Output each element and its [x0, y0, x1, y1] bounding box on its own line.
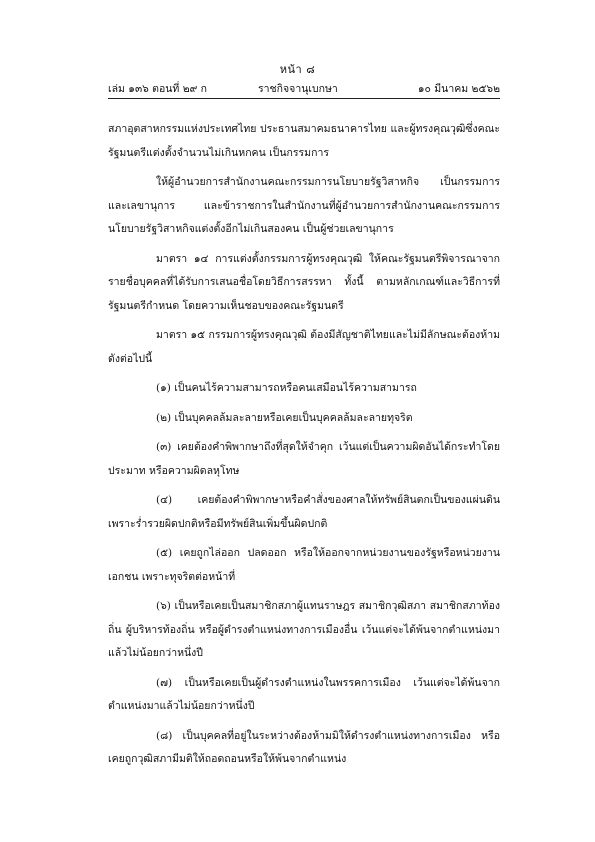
section-14: มาตรา ๑๔ การแต่งตั้งกรรมการผู้ทรงคุณวุฒิ ให้คณะรัฐมนตรีพิจารณาจากรายชื่อบุคคลที่ได้รับการเสนอชื่อโดยวิธีการสรรหา ทั้งนี้ ตามหลักเกณฑ์และวิธีการที่รัฐมนตรีกำหนด โดยความเห็นชอบของคณะรัฐมนตรี [108, 252, 500, 312]
clause-7: (๗) เป็นหรือเคยเป็นผู้ดำรงตำแหน่งในพรรคการเมือง เว้นแต่จะได้พ้นจากตำแหน่งมาแล้วไม่น้อยกว่าหนึ่งปี [108, 676, 500, 712]
header-divider [108, 98, 500, 99]
document-body [108, 118, 500, 778]
clause-6: (๖) เป็นหรือเคยเป็นสมาชิกสภาผู้แทนราษฎร สมาชิกวุฒิสภา สมาชิกสภาท้องถิ่น ผู้บริหารท้องถิ่น หรือผู้ดำรงตำแหน่งทางการเมืองอื่น เว้นแต่จะได้พ้นจากตำแหน่งมาแล้วไม่น้อยกว่าหนึ่งปี [108, 600, 500, 659]
clause-8: (๘) เป็นบุคคลที่อยู่ในระหว่างต้องห้ามมิให้ดำรงตำแหน่งทางการเมือง หรือเคยถูกวุฒิสภามีมติให้ถอดถอนหรือให้พ้นจากตำแหน่ง [108, 729, 500, 765]
clause-5: (๕) เคยถูกไล่ออก ปลดออก หรือให้ออกจากหน่วยงานของรัฐหรือหน่วยงานเอกชน เพราะทุจริตต่อหน้าที่ [108, 547, 500, 583]
section-15: มาตรา ๑๕ กรรมการผู้ทรงคุณวุฒิ ต้องมีสัญชาติไทยและไม่มีลักษณะต้องห้ามดังต่อไปนี้ [108, 329, 501, 365]
clause-1: (๑) เป็นคนไร้ความสามารถหรือคนเสมือนไร้ความสามารถ [156, 382, 417, 394]
clause-2: (๒) เป็นบุคคลล้มละลายหรือเคยเป็นบุคคลล้มละลายทุจริต [156, 411, 413, 424]
secretary-paragraph: ให้ผู้อำนวยการสำนักงานคณะกรรมการนโยบายรัฐวิสาหกิจ เป็นกรรมการและเลขานุการ และข้าราชการในสำนักงานที่ผู้อำนวยการสำนักงานคณะกรรมการนโยบายรัฐวิสาหกิจแต่งตั้งอีกไม่เกินสองคน เป็นผู้ช่วยเลขานุการ [108, 176, 500, 235]
volume-issue: เล่ม ๑๓๖ ตอนที่ ๒๙ ก [108, 83, 207, 95]
clause-3: (๓) เคยต้องคำพิพากษาถึงที่สุดให้จำคุก เว้นแต่เป็นความผิดอันได้กระทำโดยประมาท หรือความผิดลหุโทษ [108, 441, 500, 477]
continued-paragraph: สภาอุตสาหกรรมแห่งประเทศไทย ประธานสมาคมธนาคารไทย และผู้ทรงคุณวุฒิซึ่งคณะรัฐมนตรีแต่งตั้งจำนวนไม่เกินหกคน เป็นกรรมการ [108, 123, 500, 159]
gazette-name: ราชกิจจานุเบกษา [258, 83, 338, 95]
publication-date: ๑๐ มีนาคม ๒๕๖๒ [417, 83, 500, 95]
page-number: หน้า ๘ [279, 63, 316, 76]
clause-4: (๔) เคยต้องคำพิพากษาหรือคำสั่งของศาลให้ทรัพย์สินตกเป็นของแผ่นดินเพราะร่ำรวยผิดปกติหรือมีทรัพย์สินเพิ่มขึ้นผิดปกติ [108, 494, 500, 530]
